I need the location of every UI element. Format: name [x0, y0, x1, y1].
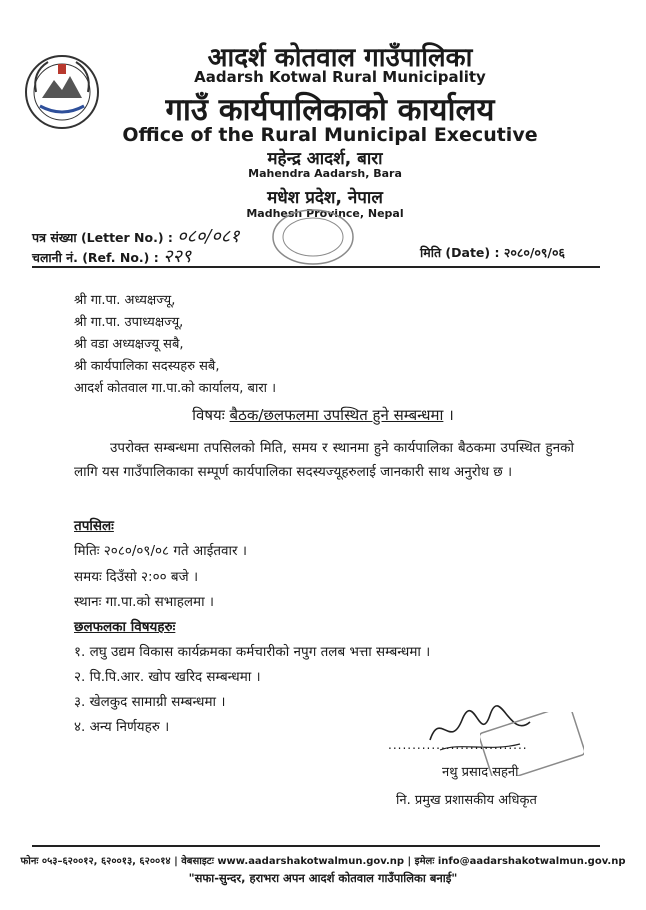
executive-office-nepali: गाउँ कार्यपालिकाको कार्यालय — [165, 92, 495, 128]
subject-label: विषयः — [192, 406, 225, 424]
agenda-item: १. लघु उद्यम विकास कार्यक्रमका कर्मचारीको नपुग तलब भत्ता सम्बन्धमा । — [74, 644, 431, 660]
date-label: मिति (Date) : — [420, 245, 500, 260]
address-english: Mahendra Aadarsh, Bara — [248, 167, 402, 180]
subject-line — [0, 405, 646, 425]
signatory-name: नथु प्रसाद सहनी — [442, 765, 519, 780]
footer-contact: फोनः ०५३–६२००१२, ६२००१३, ६२००१४ | वेबसाइटः www.aadarshakotwalmun.gov.np | इमेलः info@aadarshakotwalmun.gov.np — [20, 856, 626, 867]
addressee-3: श्री वडा अध्यक्षज्यू सबै, — [74, 337, 184, 352]
ref-number-label: चलानी नं. (Ref. No.) : — [32, 250, 159, 265]
signature-line: ............................. — [388, 738, 528, 752]
address-nepali: महेन्द्र आदर्श, बारा — [267, 149, 383, 169]
addressee-5: आदर्श कोतवाल गा.पा.को कार्यालय, बारा । — [74, 381, 277, 396]
date-row — [420, 244, 565, 261]
office-name-nepali: आदर्श कोतवाल गाउँपालिका — [207, 43, 473, 73]
letter-body — [74, 436, 574, 484]
agenda-item: २. पि.पि.आर. खोप खरिद सम्बन्धमा । — [74, 669, 261, 685]
agenda-item: ४. अन्य निर्णयहरु । — [74, 719, 170, 735]
province-english: Madhesh Province, Nepal — [246, 207, 404, 220]
subject-text: बैठक/छलफलमा उपस्थित हुने सम्बन्धमा — [229, 406, 444, 424]
agenda-heading: छलफलका विषयहरुः — [74, 619, 176, 635]
letter-number-value: ०८०/०८१ — [177, 226, 240, 247]
addressee-1: श्री गा.पा. अध्यक्षज्यू, — [74, 293, 176, 308]
ref-number-row — [32, 244, 191, 268]
province-nepali: मधेश प्रदेश, नेपाल — [267, 188, 383, 208]
addressee-2: श्री गा.पा. उपाध्यक्षज्यू, — [74, 315, 184, 330]
ref-number-value: २२९ — [163, 246, 192, 267]
addressee-4: श्री कार्यपालिका सदस्यहरु सबै, — [74, 359, 220, 374]
date-value: २०८०/०९/०६ — [503, 245, 565, 260]
meeting-date: मितिः २०८०/०९/०८ गते आईतवार । — [74, 543, 247, 559]
meeting-time: समयः दिउँसो २:०० बजे । — [74, 569, 199, 585]
letter-body-text: उपरोक्त सम्बन्धमा तपसिलको मिति, समय र स्थानमा हुने कार्यपालिका बैठकमा उपस्थित हुनको लागि यस गाउँपालिकाका सम्पूर्ण कार्यपालिका सदस्यज्यूहरुलाई जानकारी साथ अनुरोध छ । — [74, 440, 574, 480]
signatory-title: नि. प्रमुख प्रशासकीय अधिकृत — [396, 793, 537, 808]
letter-number-label: पत्र संख्या (Letter No.) : — [32, 230, 173, 245]
header-divider — [32, 266, 600, 268]
office-seal — [268, 206, 358, 268]
subject-end: । — [448, 406, 454, 424]
meeting-place: स्थानः गा.पा.को सभाहलमा । — [74, 594, 215, 610]
executive-office-english: Office of the Rural Municipal Executive — [122, 124, 538, 146]
agenda-item: ३. खेलकुद सामाग्री सम्बन्धमा । — [74, 694, 226, 710]
footer-slogan: "सफा-सुन्दर, हराभरा अपन आदर्श कोतवाल गाउँपालिका बनाई" — [188, 871, 458, 885]
office-name-english: Aadarsh Kotwal Rural Municipality — [194, 68, 486, 86]
municipality-emblem — [22, 52, 102, 132]
details-heading: तपसिलः — [74, 518, 114, 534]
footer-divider — [32, 845, 600, 847]
